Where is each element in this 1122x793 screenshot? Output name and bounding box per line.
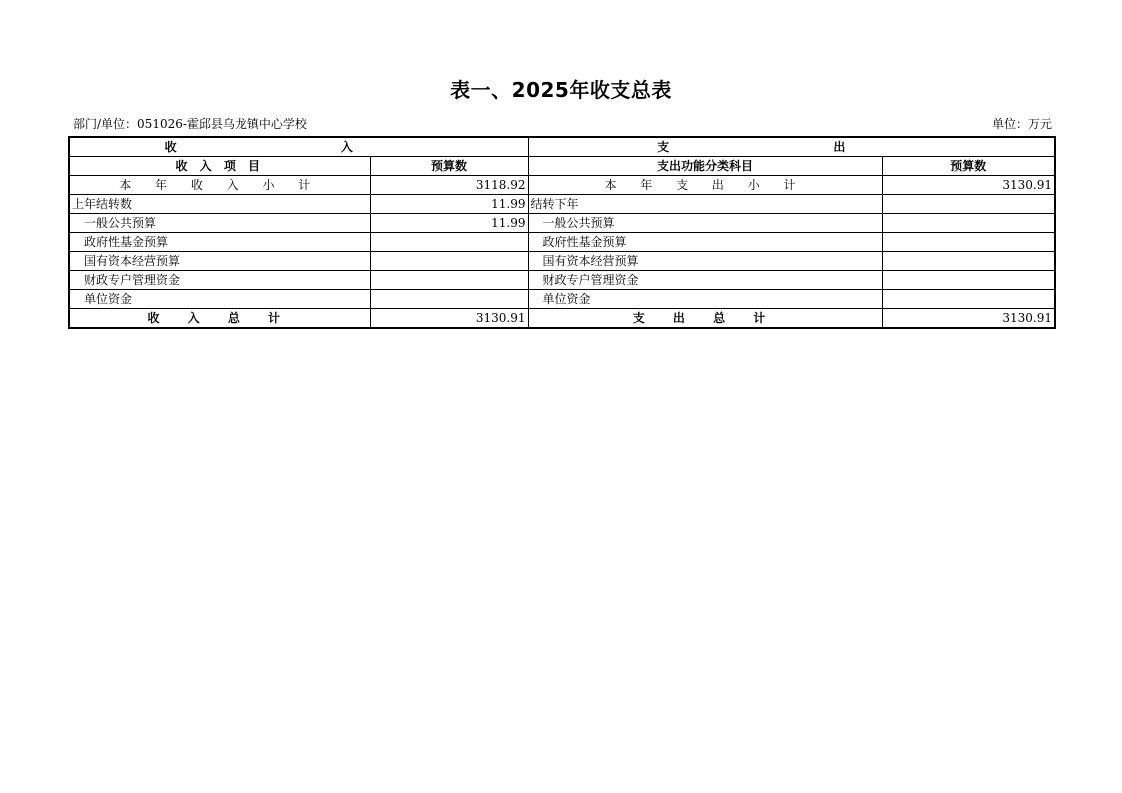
expense-row-value [882, 195, 1055, 214]
income-row-label: 财政专户管理资金 [69, 271, 370, 290]
table-row [69, 176, 1055, 195]
expense-total-label: 支 出 总 计 [528, 309, 882, 329]
table-total-row [69, 309, 1055, 329]
income-row-label: 单位资金 [69, 290, 370, 309]
table-row [69, 195, 1055, 214]
income-total-value: 3130.91 [370, 309, 528, 329]
income-row-value: 11.99 [370, 214, 528, 233]
income-row-label: 上年结转数 [69, 195, 370, 214]
income-row-label: 一般公共预算 [69, 214, 370, 233]
income-row-value [370, 233, 528, 252]
income-row-label: 政府性基金预算 [69, 233, 370, 252]
table-row [69, 214, 1055, 233]
income-item-header: 收 入 项 目 [69, 157, 370, 176]
expense-row-value [882, 252, 1055, 271]
expense-row-value [882, 214, 1055, 233]
table-group-header-row [69, 137, 1055, 157]
table-column-header-row [69, 157, 1055, 176]
income-row-value [370, 252, 528, 271]
page-title: 表一、2025年收支总表 [450, 78, 672, 102]
unit-label: 单位：万元 [991, 117, 1052, 131]
table-row [69, 271, 1055, 290]
expense-group-header: 支 出 [528, 137, 1055, 157]
expense-row-value [882, 290, 1055, 309]
expense-row-label: 政府性基金预算 [528, 233, 882, 252]
expense-subtotal-label: 本 年 支 出 小 计 [528, 176, 882, 195]
budget-summary-table [68, 136, 1056, 329]
expense-subtotal-value: 3130.91 [882, 176, 1055, 195]
income-total-label: 收 入 总 计 [69, 309, 370, 329]
expense-row-label: 单位资金 [528, 290, 882, 309]
income-budget-header: 预算数 [370, 157, 528, 176]
expense-total-value: 3130.91 [882, 309, 1055, 329]
expense-item-header: 支出功能分类科目 [528, 157, 882, 176]
expense-row-label: 财政专户管理资金 [528, 271, 882, 290]
income-row-value [370, 290, 528, 309]
table-row [69, 252, 1055, 271]
income-group-header: 收 入 [69, 137, 528, 157]
expense-row-label: 结转下年 [528, 195, 882, 214]
table-row [69, 233, 1055, 252]
income-subtotal-value: 3118.92 [370, 176, 528, 195]
income-row-value: 11.99 [370, 195, 528, 214]
expense-budget-header: 预算数 [882, 157, 1055, 176]
income-subtotal-label: 本 年 收 入 小 计 [69, 176, 370, 195]
income-row-value [370, 271, 528, 290]
department-label: 部门/单位：051026-霍邱县乌龙镇中心学校 [73, 117, 307, 131]
expense-row-value [882, 271, 1055, 290]
expense-row-label: 一般公共预算 [528, 214, 882, 233]
income-row-label: 国有资本经营预算 [69, 252, 370, 271]
expense-row-value [882, 233, 1055, 252]
table-row [69, 290, 1055, 309]
expense-row-label: 国有资本经营预算 [528, 252, 882, 271]
